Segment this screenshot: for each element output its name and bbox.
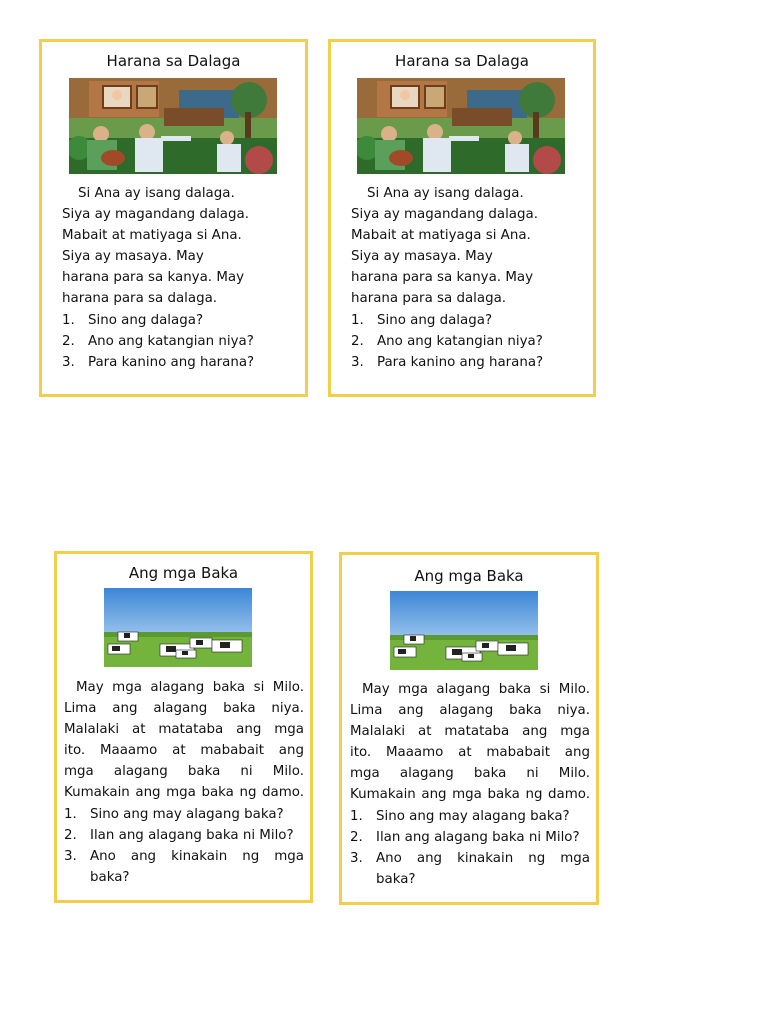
story-title: Ang mga Baka: [128, 564, 239, 582]
question-item: 1. Sino ang may alagang baka?: [350, 808, 570, 824]
story-card-harana-left: [39, 39, 308, 397]
question-item: 2. Ano ang katangian niya?: [351, 333, 543, 349]
question-item: 2. Ano ang katangian niya?: [62, 333, 254, 349]
question-item: 1. Sino ang dalaga?: [62, 312, 204, 328]
story-line: Siya ay magandang dalaga.: [62, 207, 249, 223]
story-text: [64, 677, 304, 888]
story-line: mga alagang baka ni Milo.: [350, 766, 590, 782]
question-item: 3. Ano ang kinakain ng mga baka?: [350, 850, 590, 887]
story-line: ito. Maaamo at mababait ang: [64, 743, 304, 759]
story-card-harana-right: [328, 39, 596, 397]
question-item: 3. Para kanino ang harana?: [62, 354, 255, 370]
story-line: Si Ana ay isang dalaga.: [78, 186, 235, 201]
question-item: 3. Para kanino ang harana?: [351, 354, 544, 370]
story-line: Siya ay masaya. May: [351, 249, 493, 265]
serenade-illustration: [357, 78, 565, 174]
question-item: 2. Ilan ang alagang baka ni Milo?: [64, 827, 294, 843]
story-line: harana para sa dalaga.: [62, 291, 218, 307]
story-line: Lima ang alagang baka niya.: [64, 701, 304, 717]
cows-in-field-photo: [390, 591, 538, 670]
story-line: mga alagang baka ni Milo.: [64, 764, 304, 780]
story-card-baka-right: [339, 552, 599, 905]
story-line: Malalaki at matataba ang mga: [350, 724, 590, 740]
story-line: harana para sa kanya. May: [62, 270, 245, 286]
question-item: 1. Sino ang dalaga?: [351, 312, 493, 328]
story-title: Harana sa Dalaga: [395, 52, 529, 70]
serenade-illustration: [69, 78, 277, 174]
question-item: 1. Sino ang may alagang baka?: [64, 806, 284, 822]
story-line: Malalaki at matataba ang mga: [64, 722, 304, 738]
story-line: harana para sa dalaga.: [351, 291, 507, 307]
story-text: [350, 679, 590, 890]
story-line: Si Ana ay isang dalaga.: [367, 186, 524, 201]
story-line: Siya ay magandang dalaga.: [351, 207, 538, 223]
story-text: [351, 183, 581, 373]
question-item: 2. Ilan ang alagang baka ni Milo?: [350, 829, 580, 845]
story-title: Ang mga Baka: [414, 567, 524, 585]
story-line: Kumakain ang mga baka ng damo.: [350, 787, 590, 803]
story-line: harana para sa kanya. May: [351, 270, 534, 286]
story-title: Harana sa Dalaga: [106, 52, 241, 70]
story-line: May mga alagang baka si Milo.: [362, 682, 590, 697]
question-item: 3. Ano ang kinakain ng mga baka?: [64, 848, 304, 885]
story-line: May mga alagang baka si Milo.: [76, 680, 304, 695]
story-line: ito. Maaamo at mababait ang: [350, 745, 590, 761]
cows-in-field-photo: [104, 588, 252, 667]
story-line: Lima ang alagang baka niya.: [350, 703, 590, 719]
story-line: Mabait at matiyaga si Ana.: [351, 228, 531, 244]
story-line: Mabait at matiyaga si Ana.: [62, 228, 242, 244]
story-card-baka-left: [54, 551, 313, 903]
story-line: Kumakain ang mga baka ng damo.: [64, 785, 304, 801]
story-text: [62, 183, 292, 373]
story-line: Siya ay masaya. May: [62, 249, 204, 265]
